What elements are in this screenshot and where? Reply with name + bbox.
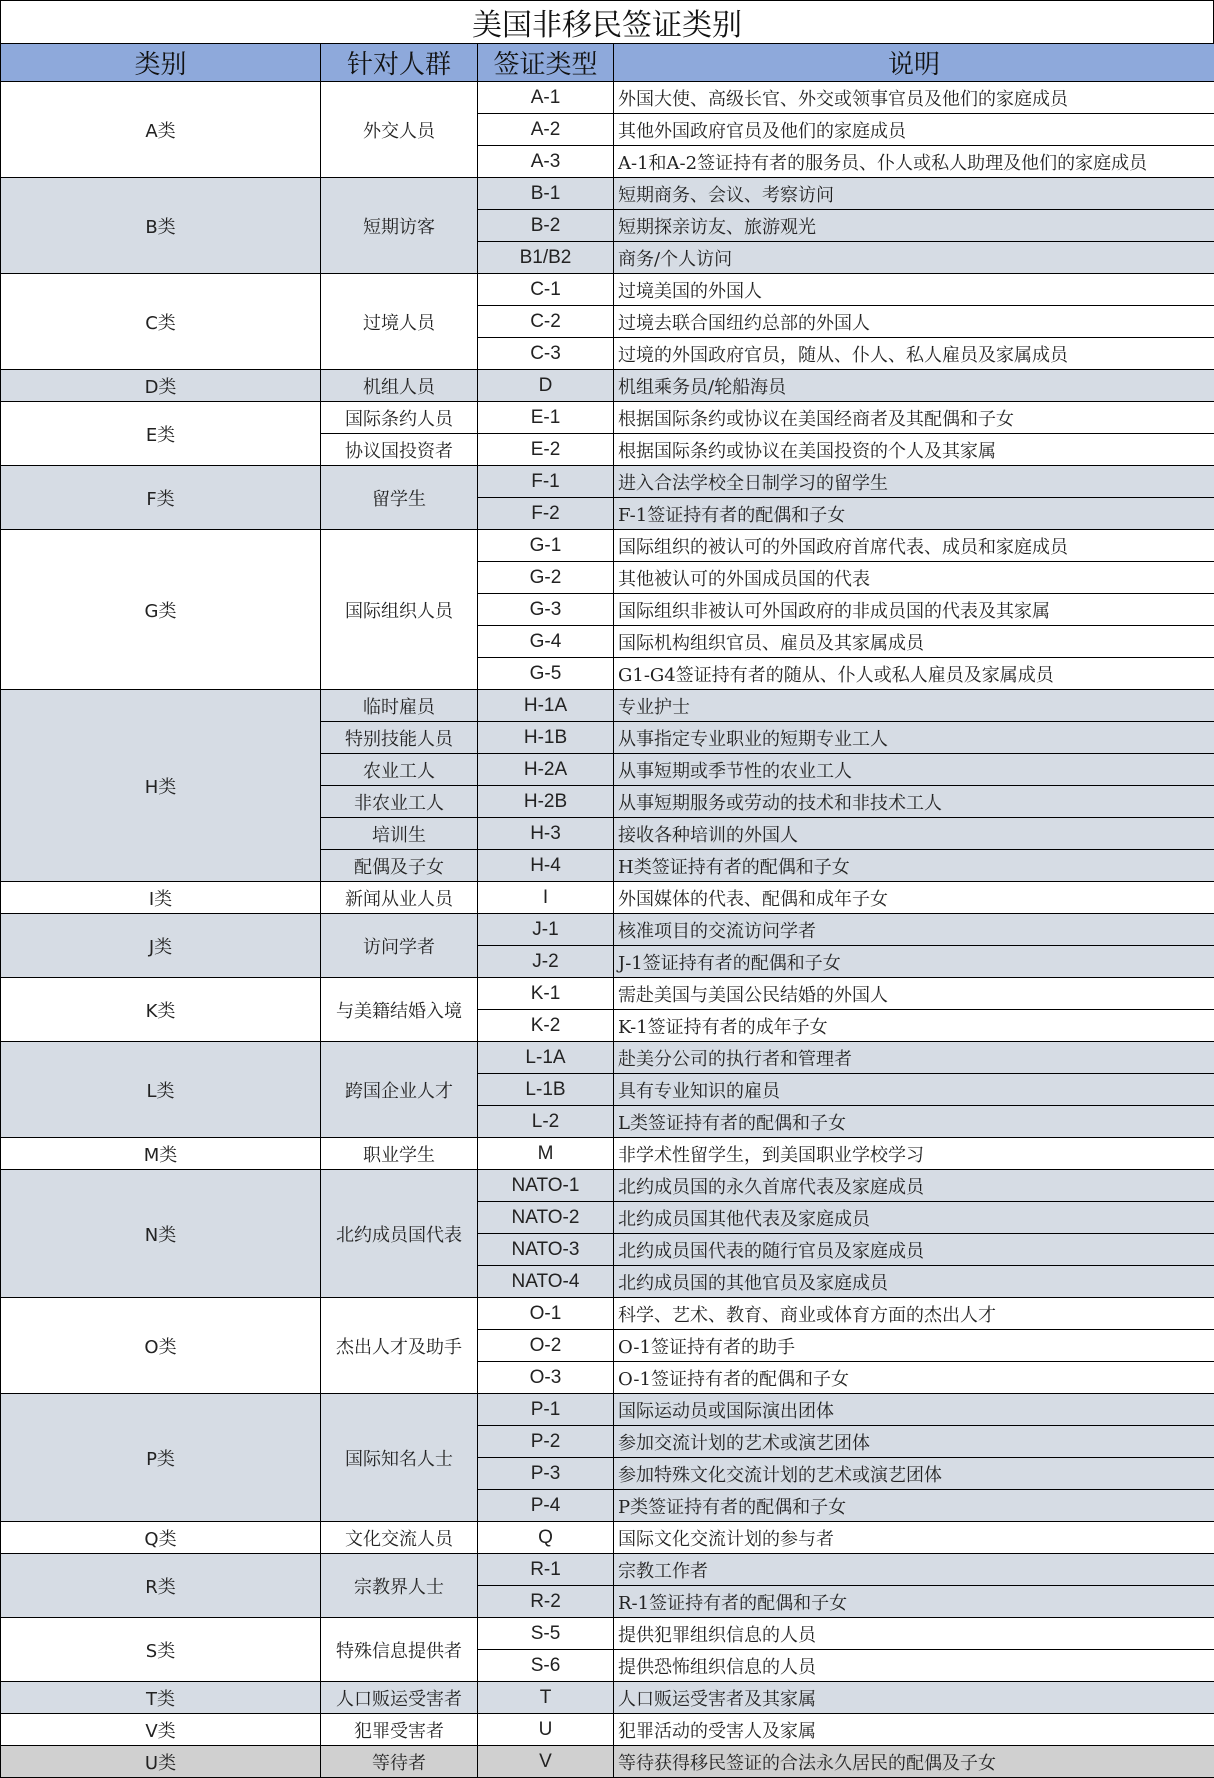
description-cell: 从事指定专业职业的短期专业工人: [614, 722, 1214, 754]
description-cell: 其他被认可的外国成员国的代表: [614, 562, 1214, 594]
category-cell: K类: [1, 978, 321, 1042]
table-row: [1, 82, 1214, 114]
description-cell: 从事短期服务或劳动的技术和非技术工人: [614, 786, 1214, 818]
description-cell: 外国大使、高级长官、外交或领事官员及他们的家庭成员: [614, 82, 1214, 114]
description-cell: 赴美分公司的执行者和管理者: [614, 1042, 1214, 1074]
category-cell: D类: [1, 370, 321, 402]
category-cell: N类: [1, 1170, 321, 1298]
visa-code-cell: J-2: [478, 946, 614, 978]
description-cell: 国际文化交流计划的参与者: [614, 1522, 1214, 1554]
description-cell: P类签证持有者的配偶和子女: [614, 1490, 1214, 1522]
description-cell: 核准项目的交流访问学者: [614, 914, 1214, 946]
visa-code-cell: H-1A: [478, 690, 614, 722]
visa-code-cell: G-4: [478, 626, 614, 658]
category-cell: U类: [1, 1746, 321, 1778]
target-group-cell: 农业工人: [321, 754, 478, 786]
description-cell: 参加特殊文化交流计划的艺术或演艺团体: [614, 1458, 1214, 1490]
target-group-cell: 北约成员国代表: [321, 1170, 478, 1298]
category-cell: E类: [1, 402, 321, 466]
visa-code-cell: I: [478, 882, 614, 914]
description-cell: 国际运动员或国际演出团体: [614, 1394, 1214, 1426]
category-cell: B类: [1, 178, 321, 274]
table-row: [1, 978, 1214, 1010]
visa-code-cell: H-2A: [478, 754, 614, 786]
category-cell: F类: [1, 466, 321, 530]
table-row: [1, 1522, 1214, 1554]
category-cell: P类: [1, 1394, 321, 1522]
visa-code-cell: G-5: [478, 658, 614, 690]
table-row: [1, 1170, 1214, 1202]
target-group-cell: 非农业工人: [321, 786, 478, 818]
target-group-cell: 国际组织人员: [321, 530, 478, 690]
category-cell: T类: [1, 1682, 321, 1714]
description-cell: 北约成员国代表的随行官员及家庭成员: [614, 1234, 1214, 1266]
table-header-row: [1, 44, 1214, 82]
target-group-cell: 留学生: [321, 466, 478, 530]
target-group-cell: 新闻从业人员: [321, 882, 478, 914]
visa-code-cell: H-3: [478, 818, 614, 850]
description-cell: 人口贩运受害者及其家属: [614, 1682, 1214, 1714]
target-group-cell: 国际条约人员: [321, 402, 478, 434]
description-cell: 根据国际条约或协议在美国经商者及其配偶和子女: [614, 402, 1214, 434]
description-cell: 北约成员国的永久首席代表及家庭成员: [614, 1170, 1214, 1202]
table-row: [1, 882, 1214, 914]
category-cell: R类: [1, 1554, 321, 1618]
visa-code-cell: B1/B2: [478, 242, 614, 274]
target-group-cell: 访问学者: [321, 914, 478, 978]
visa-code-cell: D: [478, 370, 614, 402]
table-row: [1, 530, 1214, 562]
description-cell: H类签证持有者的配偶和子女: [614, 850, 1214, 882]
table-row: [1, 1138, 1214, 1170]
description-cell: 其他外国政府官员及他们的家庭成员: [614, 114, 1214, 146]
visa-code-cell: NATO-1: [478, 1170, 614, 1202]
table-row: [1, 274, 1214, 306]
visa-code-cell: H-2B: [478, 786, 614, 818]
target-group-cell: 国际知名人士: [321, 1394, 478, 1522]
description-cell: 提供犯罪组织信息的人员: [614, 1618, 1214, 1650]
target-group-cell: 培训生: [321, 818, 478, 850]
target-group-cell: 机组人员: [321, 370, 478, 402]
target-group-cell: 人口贩运受害者: [321, 1682, 478, 1714]
target-group-cell: 特殊信息提供者: [321, 1618, 478, 1682]
visa-code-cell: NATO-2: [478, 1202, 614, 1234]
table-row: [1, 1618, 1214, 1650]
visa-code-cell: J-1: [478, 914, 614, 946]
target-group-cell: 犯罪受害者: [321, 1714, 478, 1746]
visa-code-cell: T: [478, 1682, 614, 1714]
category-cell: M类: [1, 1138, 321, 1170]
description-cell: 根据国际条约或协议在美国投资的个人及其家属: [614, 434, 1214, 466]
category-cell: Q类: [1, 1522, 321, 1554]
target-group-cell: 杰出人才及助手: [321, 1298, 478, 1394]
table-row: [1, 690, 1214, 722]
visa-code-cell: V: [478, 1746, 614, 1778]
table-row: [1, 1682, 1214, 1714]
description-cell: 参加交流计划的艺术或演艺团体: [614, 1426, 1214, 1458]
page-title: 美国非移民签证类别: [0, 0, 1214, 43]
visa-code-cell: E-2: [478, 434, 614, 466]
category-cell: L类: [1, 1042, 321, 1138]
header-target-group: 针对人群: [321, 44, 478, 82]
description-cell: G1-G4签证持有者的随从、仆人或私人雇员及家属成员: [614, 658, 1214, 690]
category-cell: H类: [1, 690, 321, 882]
description-cell: 国际机构组织官员、雇员及其家属成员: [614, 626, 1214, 658]
visa-code-cell: L-1A: [478, 1042, 614, 1074]
visa-code-cell: S-6: [478, 1650, 614, 1682]
visa-code-cell: P-1: [478, 1394, 614, 1426]
description-cell: O-1签证持有者的助手: [614, 1330, 1214, 1362]
visa-code-cell: G-2: [478, 562, 614, 594]
header-category: 类别: [1, 44, 321, 82]
description-cell: 提供恐怖组织信息的人员: [614, 1650, 1214, 1682]
visa-code-cell: P-3: [478, 1458, 614, 1490]
visa-code-cell: P-2: [478, 1426, 614, 1458]
description-cell: 机组乘务员/轮船海员: [614, 370, 1214, 402]
visa-code-cell: S-5: [478, 1618, 614, 1650]
category-cell: O类: [1, 1298, 321, 1394]
description-cell: J-1签证持有者的配偶和子女: [614, 946, 1214, 978]
category-cell: C类: [1, 274, 321, 370]
visa-code-cell: O-1: [478, 1298, 614, 1330]
description-cell: 北约成员国其他代表及家庭成员: [614, 1202, 1214, 1234]
visa-code-cell: C-1: [478, 274, 614, 306]
description-cell: 科学、艺术、教育、商业或体育方面的杰出人才: [614, 1298, 1214, 1330]
description-cell: 过境美国的外国人: [614, 274, 1214, 306]
table-row: [1, 370, 1214, 402]
visa-code-cell: O-2: [478, 1330, 614, 1362]
description-cell: 宗教工作者: [614, 1554, 1214, 1586]
table-row: [1, 1746, 1214, 1778]
visa-code-cell: B-2: [478, 210, 614, 242]
target-group-cell: 短期访客: [321, 178, 478, 274]
visa-code-cell: G-1: [478, 530, 614, 562]
table-body: [1, 82, 1214, 1778]
description-cell: 犯罪活动的受害人及家属: [614, 1714, 1214, 1746]
target-group-cell: 外交人员: [321, 82, 478, 178]
description-cell: 北约成员国的其他官员及家庭成员: [614, 1266, 1214, 1298]
visa-code-cell: B-1: [478, 178, 614, 210]
target-group-cell: 文化交流人员: [321, 1522, 478, 1554]
description-cell: 专业护士: [614, 690, 1214, 722]
description-cell: 接收各种培训的外国人: [614, 818, 1214, 850]
visa-code-cell: P-4: [478, 1490, 614, 1522]
description-cell: 从事短期或季节性的农业工人: [614, 754, 1214, 786]
visa-code-cell: F-1: [478, 466, 614, 498]
target-group-cell: 协议国投资者: [321, 434, 478, 466]
table-row: [1, 1714, 1214, 1746]
visa-code-cell: NATO-4: [478, 1266, 614, 1298]
table-row: [1, 1042, 1214, 1074]
visa-code-cell: G-3: [478, 594, 614, 626]
description-cell: 过境的外国政府官员，随从、仆人、私人雇员及家属成员: [614, 338, 1214, 370]
target-group-cell: 等待者: [321, 1746, 478, 1778]
header-description: 说明: [614, 44, 1214, 82]
description-cell: 短期商务、会议、考察访问: [614, 178, 1214, 210]
visa-code-cell: H-4: [478, 850, 614, 882]
description-cell: 需赴美国与美国公民结婚的外国人: [614, 978, 1214, 1010]
table-row: [1, 1394, 1214, 1426]
target-group-cell: 与美籍结婚入境: [321, 978, 478, 1042]
description-cell: K-1签证持有者的成年子女: [614, 1010, 1214, 1042]
visa-code-cell: U: [478, 1714, 614, 1746]
visa-table: [0, 43, 1214, 1778]
description-cell: 短期探亲访友、旅游观光: [614, 210, 1214, 242]
visa-code-cell: Q: [478, 1522, 614, 1554]
visa-code-cell: R-1: [478, 1554, 614, 1586]
table-row: [1, 178, 1214, 210]
description-cell: A-1和A-2签证持有者的服务员、仆人或私人助理及他们的家庭成员: [614, 146, 1214, 178]
category-cell: I类: [1, 882, 321, 914]
visa-code-cell: O-3: [478, 1362, 614, 1394]
description-cell: 等待获得移民签证的合法永久居民的配偶及子女: [614, 1746, 1214, 1778]
description-cell: 过境去联合国纽约总部的外国人: [614, 306, 1214, 338]
table-row: [1, 466, 1214, 498]
visa-code-cell: E-1: [478, 402, 614, 434]
visa-code-cell: C-3: [478, 338, 614, 370]
target-group-cell: 过境人员: [321, 274, 478, 370]
visa-code-cell: A-2: [478, 114, 614, 146]
visa-code-cell: L-2: [478, 1106, 614, 1138]
target-group-cell: 特别技能人员: [321, 722, 478, 754]
visa-code-cell: H-1B: [478, 722, 614, 754]
table-row: [1, 402, 1214, 434]
visa-code-cell: L-1B: [478, 1074, 614, 1106]
header-visa-type: 签证类型: [478, 44, 614, 82]
description-cell: R-1签证持有者的配偶和子女: [614, 1586, 1214, 1618]
description-cell: O-1签证持有者的配偶和子女: [614, 1362, 1214, 1394]
category-cell: J类: [1, 914, 321, 978]
description-cell: 进入合法学校全日制学习的留学生: [614, 466, 1214, 498]
visa-code-cell: R-2: [478, 1586, 614, 1618]
description-cell: 国际组织非被认可外国政府的非成员国的代表及其家属: [614, 594, 1214, 626]
description-cell: 商务/个人访问: [614, 242, 1214, 274]
description-cell: 国际组织的被认可的外国政府首席代表、成员和家庭成员: [614, 530, 1214, 562]
target-group-cell: 职业学生: [321, 1138, 478, 1170]
table-row: [1, 914, 1214, 946]
visa-code-cell: K-2: [478, 1010, 614, 1042]
description-cell: L类签证持有者的配偶和子女: [614, 1106, 1214, 1138]
visa-code-cell: K-1: [478, 978, 614, 1010]
description-cell: F-1签证持有者的配偶和子女: [614, 498, 1214, 530]
visa-code-cell: A-3: [478, 146, 614, 178]
visa-code-cell: F-2: [478, 498, 614, 530]
category-cell: A类: [1, 82, 321, 178]
table-row: [1, 1298, 1214, 1330]
visa-code-cell: A-1: [478, 82, 614, 114]
target-group-cell: 宗教界人士: [321, 1554, 478, 1618]
target-group-cell: 配偶及子女: [321, 850, 478, 882]
target-group-cell: 跨国企业人才: [321, 1042, 478, 1138]
category-cell: S类: [1, 1618, 321, 1682]
description-cell: 非学术性留学生，到美国职业学校学习: [614, 1138, 1214, 1170]
description-cell: 具有专业知识的雇员: [614, 1074, 1214, 1106]
description-cell: 外国媒体的代表、配偶和成年子女: [614, 882, 1214, 914]
table-row: [1, 1554, 1214, 1586]
visa-code-cell: C-2: [478, 306, 614, 338]
visa-code-cell: M: [478, 1138, 614, 1170]
visa-code-cell: NATO-3: [478, 1234, 614, 1266]
target-group-cell: 临时雇员: [321, 690, 478, 722]
category-cell: G类: [1, 530, 321, 690]
category-cell: V类: [1, 1714, 321, 1746]
